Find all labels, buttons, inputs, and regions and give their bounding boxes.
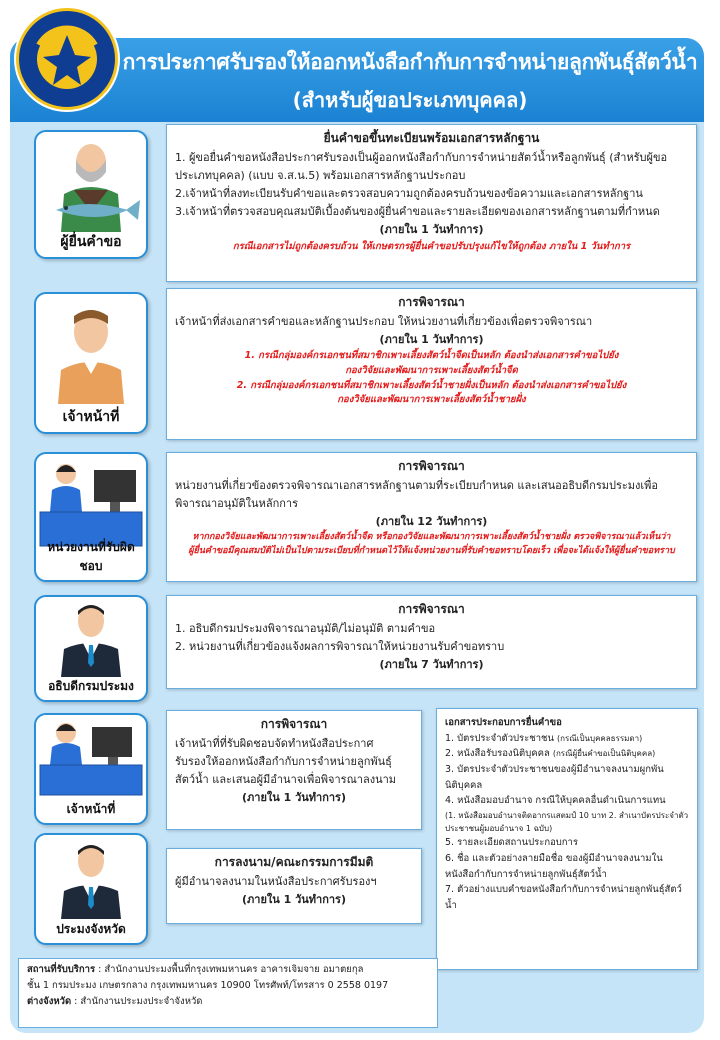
- doc-item: 6. ชื่อ และตัวอย่างลายมือชื่อ ของผู้มีอำนาจลงนามในหนังสือกำกับการจำหน่ายลูกพันธุ์สัตว์น้ำ: [445, 853, 663, 880]
- doc-item: 3. บัตรประจำตัวประชาชนของผู้มีอำนาจลงนามผูกพันนิติบุคคล: [445, 764, 664, 791]
- step-note: กองวิจัยและพัฒนาการเพาะเลี้ยงสัตว์น้ำจืด: [345, 364, 518, 376]
- step-text: ผู้มีอำนาจลงนามในหนังสือประกาศรับรองฯ: [175, 874, 377, 888]
- step-text: หน่วยงานที่เกี่ยวข้องตรวจพิจารณาเอกสารหลักฐานตามที่ระเบียบกำหนด และเสนออธิบดีกรมประมงเพื่อพิจารณาอนุมัติในหลักการ: [175, 478, 659, 510]
- role-label: หน่วยงานที่รับผิดชอบ: [47, 540, 135, 573]
- step-text: 1. ผู้ขอยื่นคำขอหนังสือประกาศรับรองเป็นผู้ออกหนังสือกำกับการจำหน่ายสัตว์น้ำหรือลูกพันธุ์ (สำหรับผู้ขอประเภทบุคคล) (แบบ จ.ส.น.5) พร้อมเอกสารหลักฐานประกอบ: [175, 150, 668, 182]
- step-duration: (ภายใน 1 วันทำการ): [241, 791, 346, 805]
- step-note: 1. กรณีกลุ่มองค์กรเอกชนที่สมาชิกเพาะเลี้ยงสัตว์น้ำจืดเป็นหลัก ต้องนำส่งเอกสารคำขอไปยัง: [244, 350, 619, 362]
- location-text: ชั้น 1 กรมประมง เกษตรกลาง กรุงเทพมหานคร 10900 โทรศัพท์/โทรสาร 0 2558 0197: [27, 980, 389, 992]
- location-label: สถานที่รับบริการ: [27, 964, 96, 975]
- step-note: กองวิจัยและพัฒนาการเพาะเลี้ยงสัตว์น้ำชายฝั่ง: [337, 394, 526, 406]
- seal-icon: [19, 11, 115, 107]
- role-label: เจ้าหน้าที่: [62, 409, 120, 425]
- step-submit-request: [166, 124, 697, 282]
- department-logo: [16, 8, 118, 110]
- step-note: 2. กรณีกลุ่มองค์กรเอกชนที่สมาชิกเพาะเลี้ยงสัตว์น้ำชายฝั่งเป็นหลัก ต้องนำส่งเอกสารคำขอไปยัง: [236, 379, 627, 391]
- step-duration: (ภายใน 12 วันทำการ): [375, 515, 488, 529]
- doc-item: 1. บัตรประจำตัวประชาชน: [445, 732, 554, 744]
- step-duration: (ภายใน 1 วันทำการ): [241, 892, 346, 906]
- officer-icon: [36, 294, 146, 404]
- doc-item: 4. หนังสือมอบอำนาจ กรณีให้บุคคลอื่นดำเนินการแทน: [445, 795, 666, 807]
- step-text: 3.เจ้าหน้าที่ตรวจสอบคุณสมบัติเบื้องต้นของผู้ยื่นคำขอและรายละเอียดของเอกสารหลักฐานตามที่กำหนด: [175, 205, 660, 219]
- step-consideration-1: [166, 288, 697, 440]
- step-text: 2. หน่วยงานที่เกี่ยวข้องแจ้งผลการพิจารณาให้หน่วยงานรับคำขอทราบ: [175, 639, 505, 653]
- step-title: การพิจารณา: [398, 459, 465, 473]
- step-consideration-4: [166, 710, 422, 830]
- province-label: ต่างจังหวัด: [27, 996, 72, 1008]
- step-note: หากกองวิจัยและพัฒนาการเพาะเลี้ยงสัตว์น้ำจืด หรือกองวิจัยและพัฒนาการเพาะเลี้ยงสัตว์น้ำชายฝั่ง ตรวจพิจารณาแล้วเห็นว่า: [192, 532, 671, 543]
- executive-icon: [36, 835, 146, 919]
- required-documents: [436, 708, 698, 970]
- step-title: การพิจารณา: [260, 717, 328, 731]
- step-text: 1. อธิบดีกรมประมงพิจารณาอนุมัติ/ไม่อนุมัติ ตามคำขอ: [175, 621, 436, 635]
- role-director-general: [34, 595, 148, 702]
- step-text: เจ้าหน้าที่ส่งเอกสารคำขอและหลักฐานประกอบ ให้หน่วยงานที่เกี่ยวข้องเพื่อตรวจพิจารณา: [175, 314, 593, 328]
- doc-item-note: (กรณีเป็นบุคคลธรรมดา): [557, 733, 643, 743]
- role-officer: [34, 292, 148, 434]
- step-signing: [166, 848, 422, 924]
- fisherman-icon: [36, 132, 146, 232]
- step-text: รับรองให้ออกหนังสือกำกับการจำหน่ายลูกพันธุ์: [175, 754, 392, 768]
- step-note: กรณีเอกสารไม่ถูกต้องครบถ้วน ให้เกษตรกรผู้ยื่นคำขอปรับปรุงแก้ไขให้ถูกต้อง ภายใน 1 วันทำการ: [232, 240, 631, 252]
- step-title: การลงนาม/คณะกรรมการมีมติ: [214, 855, 374, 869]
- step-consideration-2: [166, 452, 697, 582]
- step-note: ผู้ยื่นคำขอมีคุณสมบัติไม่เป็นไปตามระเบียบที่กำหนดไว้ให้แจ้งหน่วยงานที่รับคำขอทราบโดยเร็ว เพื่อจะได้แจ้งให้ผู้ยื่นคำขอทราบ: [188, 546, 675, 557]
- role-label: อธิบดีกรมประมง: [48, 679, 134, 693]
- step-consideration-3: [166, 595, 697, 689]
- role-label: ประมงจังหวัด: [56, 922, 126, 936]
- step-text: เจ้าหน้าที่ที่รับผิดชอบจัดทำหนังสือประกาศ: [175, 736, 374, 750]
- province-text: : สำนักงานประมงประจำจังหวัด: [71, 996, 203, 1008]
- role-applicant: [34, 130, 148, 259]
- role-label: เจ้าหน้าที่: [66, 802, 116, 816]
- executive-icon: [36, 597, 146, 677]
- step-duration: (ภายใน 7 วันทำการ): [379, 658, 484, 672]
- role-label: ผู้ยื่นคำขอ: [60, 234, 122, 250]
- role-responsible-unit: [34, 452, 148, 582]
- doc-item: 7. ตัวอย่างแบบคำขอหนังสือกำกับการจำหน่ายลูกพันธุ์สัตว์น้ำ: [445, 884, 682, 912]
- doc-item: 5. รายละเอียดสถานประกอบการ: [445, 837, 578, 849]
- doc-item-note: (กรณีผู้ยื่นคำขอเป็นนิติบุคคล): [552, 749, 656, 759]
- step-duration: (ภายใน 1 วันทำการ): [379, 223, 484, 237]
- doc-item-note: (1. หนังสือมอบอำนาจติดอากรแสตมป์ 10 บาท 2. สำเนาบัตรประจำตัวประชาชนผู้มอบอำนาจ 1 ฉบับ): [445, 811, 689, 834]
- service-location: [18, 958, 438, 1028]
- page-title: การประกาศรับรองให้ออกหนังสือกำกับการจำหน่ายลูกพันธุ์สัตว์น้ำ: [122, 50, 698, 74]
- step-text: สัตว์น้ำ และเสนอผู้มีอำนาจเพื่อพิจารณาลงนาม: [175, 773, 397, 787]
- role-provincial-fisheries: [34, 833, 148, 945]
- step-text: 2.เจ้าหน้าที่ลงทะเบียนรับคำขอและตรวจสอบความถูกต้องครบถ้วนของข้อความและเอกสารหลักฐาน: [175, 187, 643, 201]
- step-duration: (ภายใน 1 วันทำการ): [379, 332, 484, 346]
- role-officer-2: [34, 713, 148, 825]
- desk-worker-icon: [36, 715, 146, 799]
- docs-title: เอกสารประกอบการยื่นคำขอ: [445, 717, 562, 728]
- page-subtitle: (สำหรับผู้ขอประเภทบุคคล): [292, 88, 528, 112]
- step-title: ยื่นคำขอขึ้นทะเบียนพร้อมเอกสารหลักฐาน: [323, 131, 540, 145]
- doc-item: 2. หนังสือรับรองนิติบุคคล: [445, 748, 550, 760]
- step-title: การพิจารณา: [398, 602, 465, 616]
- location-text: : สำนักงานประมงพื้นที่กรุงเทพมหานคร อาคารเจิมจาย อมาตยกุล: [95, 964, 364, 975]
- step-title: การพิจารณา: [398, 295, 465, 309]
